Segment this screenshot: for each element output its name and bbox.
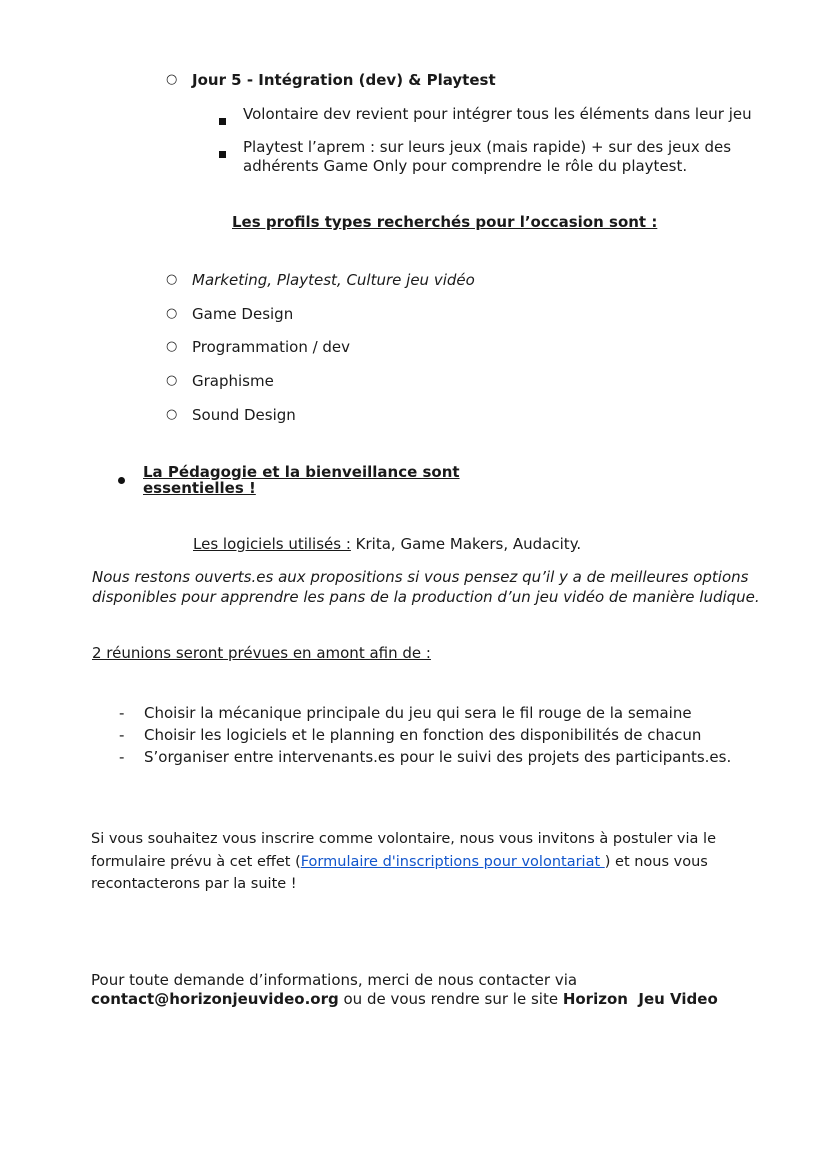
list-bullet: ○ xyxy=(166,306,178,321)
volunteer-line2 xyxy=(91,852,708,872)
contact-site[interactable]: Horizon Jeu Video xyxy=(562,990,718,1008)
list-bullet: ○ xyxy=(166,339,178,354)
dash-bullet: - xyxy=(119,748,125,766)
contact-middle: ou de vous rendre sur le site xyxy=(338,990,563,1008)
dash-bullet: - xyxy=(119,726,125,744)
list-bullet: ○ xyxy=(166,407,178,422)
day5-item-continued: adhérents Game Only pour comprendre le rôle du playtest. xyxy=(243,157,688,175)
contact-line2 xyxy=(91,989,718,1009)
volunteer-suffix: ) et nous vous xyxy=(604,854,708,870)
day5-item: Volontaire dev revient pour intégrer tous les éléments dans leur jeu xyxy=(243,105,752,123)
profile-item: Programmation / dev xyxy=(192,338,351,356)
profile-item: Marketing, Playtest, Culture jeu vidéo xyxy=(192,271,475,289)
day5-item: Playtest l’aprem : sur leurs jeux (mais rapide) + sur des jeux des xyxy=(243,138,732,156)
pedagogy-line1: La Pédagogie et la bienveillance sont xyxy=(143,463,460,481)
volunteer-line1: Si vous souhaitez vous inscrire comme volontaire, nous vous invitons à postuler via le xyxy=(91,831,716,847)
dash-bullet: - xyxy=(119,704,125,722)
list-bullet: ○ xyxy=(166,272,178,287)
meeting-item: S’organiser entre intervenants.es pour le suivi des projets des participants.es. xyxy=(144,748,732,766)
list-bullet: ○ xyxy=(166,373,178,388)
open-note-line1: Nous restons ouverts.es aux propositions si vous pensez qu’il y a de meilleures options xyxy=(92,568,749,586)
pedagogy-line2: essentielles ! xyxy=(143,479,256,497)
volunteer-form-link[interactable]: Formulaire d'inscriptions pour volontariat xyxy=(300,854,605,870)
meetings-heading: 2 réunions seront prévues en amont afin de : xyxy=(92,644,431,662)
open-note-line2: disponibles pour apprendre les pans de la production d’un jeu vidéo de manière ludique. xyxy=(92,588,760,606)
profile-item: Graphisme xyxy=(192,372,274,390)
meeting-item: Choisir la mécanique principale du jeu qui sera le fil rouge de la semaine xyxy=(144,704,692,722)
day5-title: Jour 5 - Intégration (dev) & Playtest xyxy=(192,71,496,89)
contact-email[interactable]: contact@horizonjeuvideo.org xyxy=(91,990,339,1008)
volunteer-line3: recontacterons par la suite ! xyxy=(91,876,297,892)
profile-item: Game Design xyxy=(192,305,294,323)
software-line xyxy=(193,534,581,554)
meeting-item: Choisir les logiciels et le planning en fonction des disponibilités de chacun xyxy=(144,726,702,744)
volunteer-prefix: formulaire prévu à cet effet ( xyxy=(91,854,301,870)
square-bullet-icon xyxy=(219,110,226,129)
list-bullet: ○ xyxy=(166,72,178,87)
square-bullet-icon xyxy=(219,143,226,162)
profiles-heading: Les profils types recherchés pour l’occasion sont : xyxy=(232,213,658,231)
software-label: Les logiciels utilisés : xyxy=(193,535,351,553)
dot-bullet-icon xyxy=(118,469,125,488)
contact-line1: Pour toute demande d’informations, merci de nous contacter via xyxy=(91,971,578,989)
profile-item: Sound Design xyxy=(192,406,296,424)
software-value: Krita, Game Makers, Audacity. xyxy=(350,535,582,553)
